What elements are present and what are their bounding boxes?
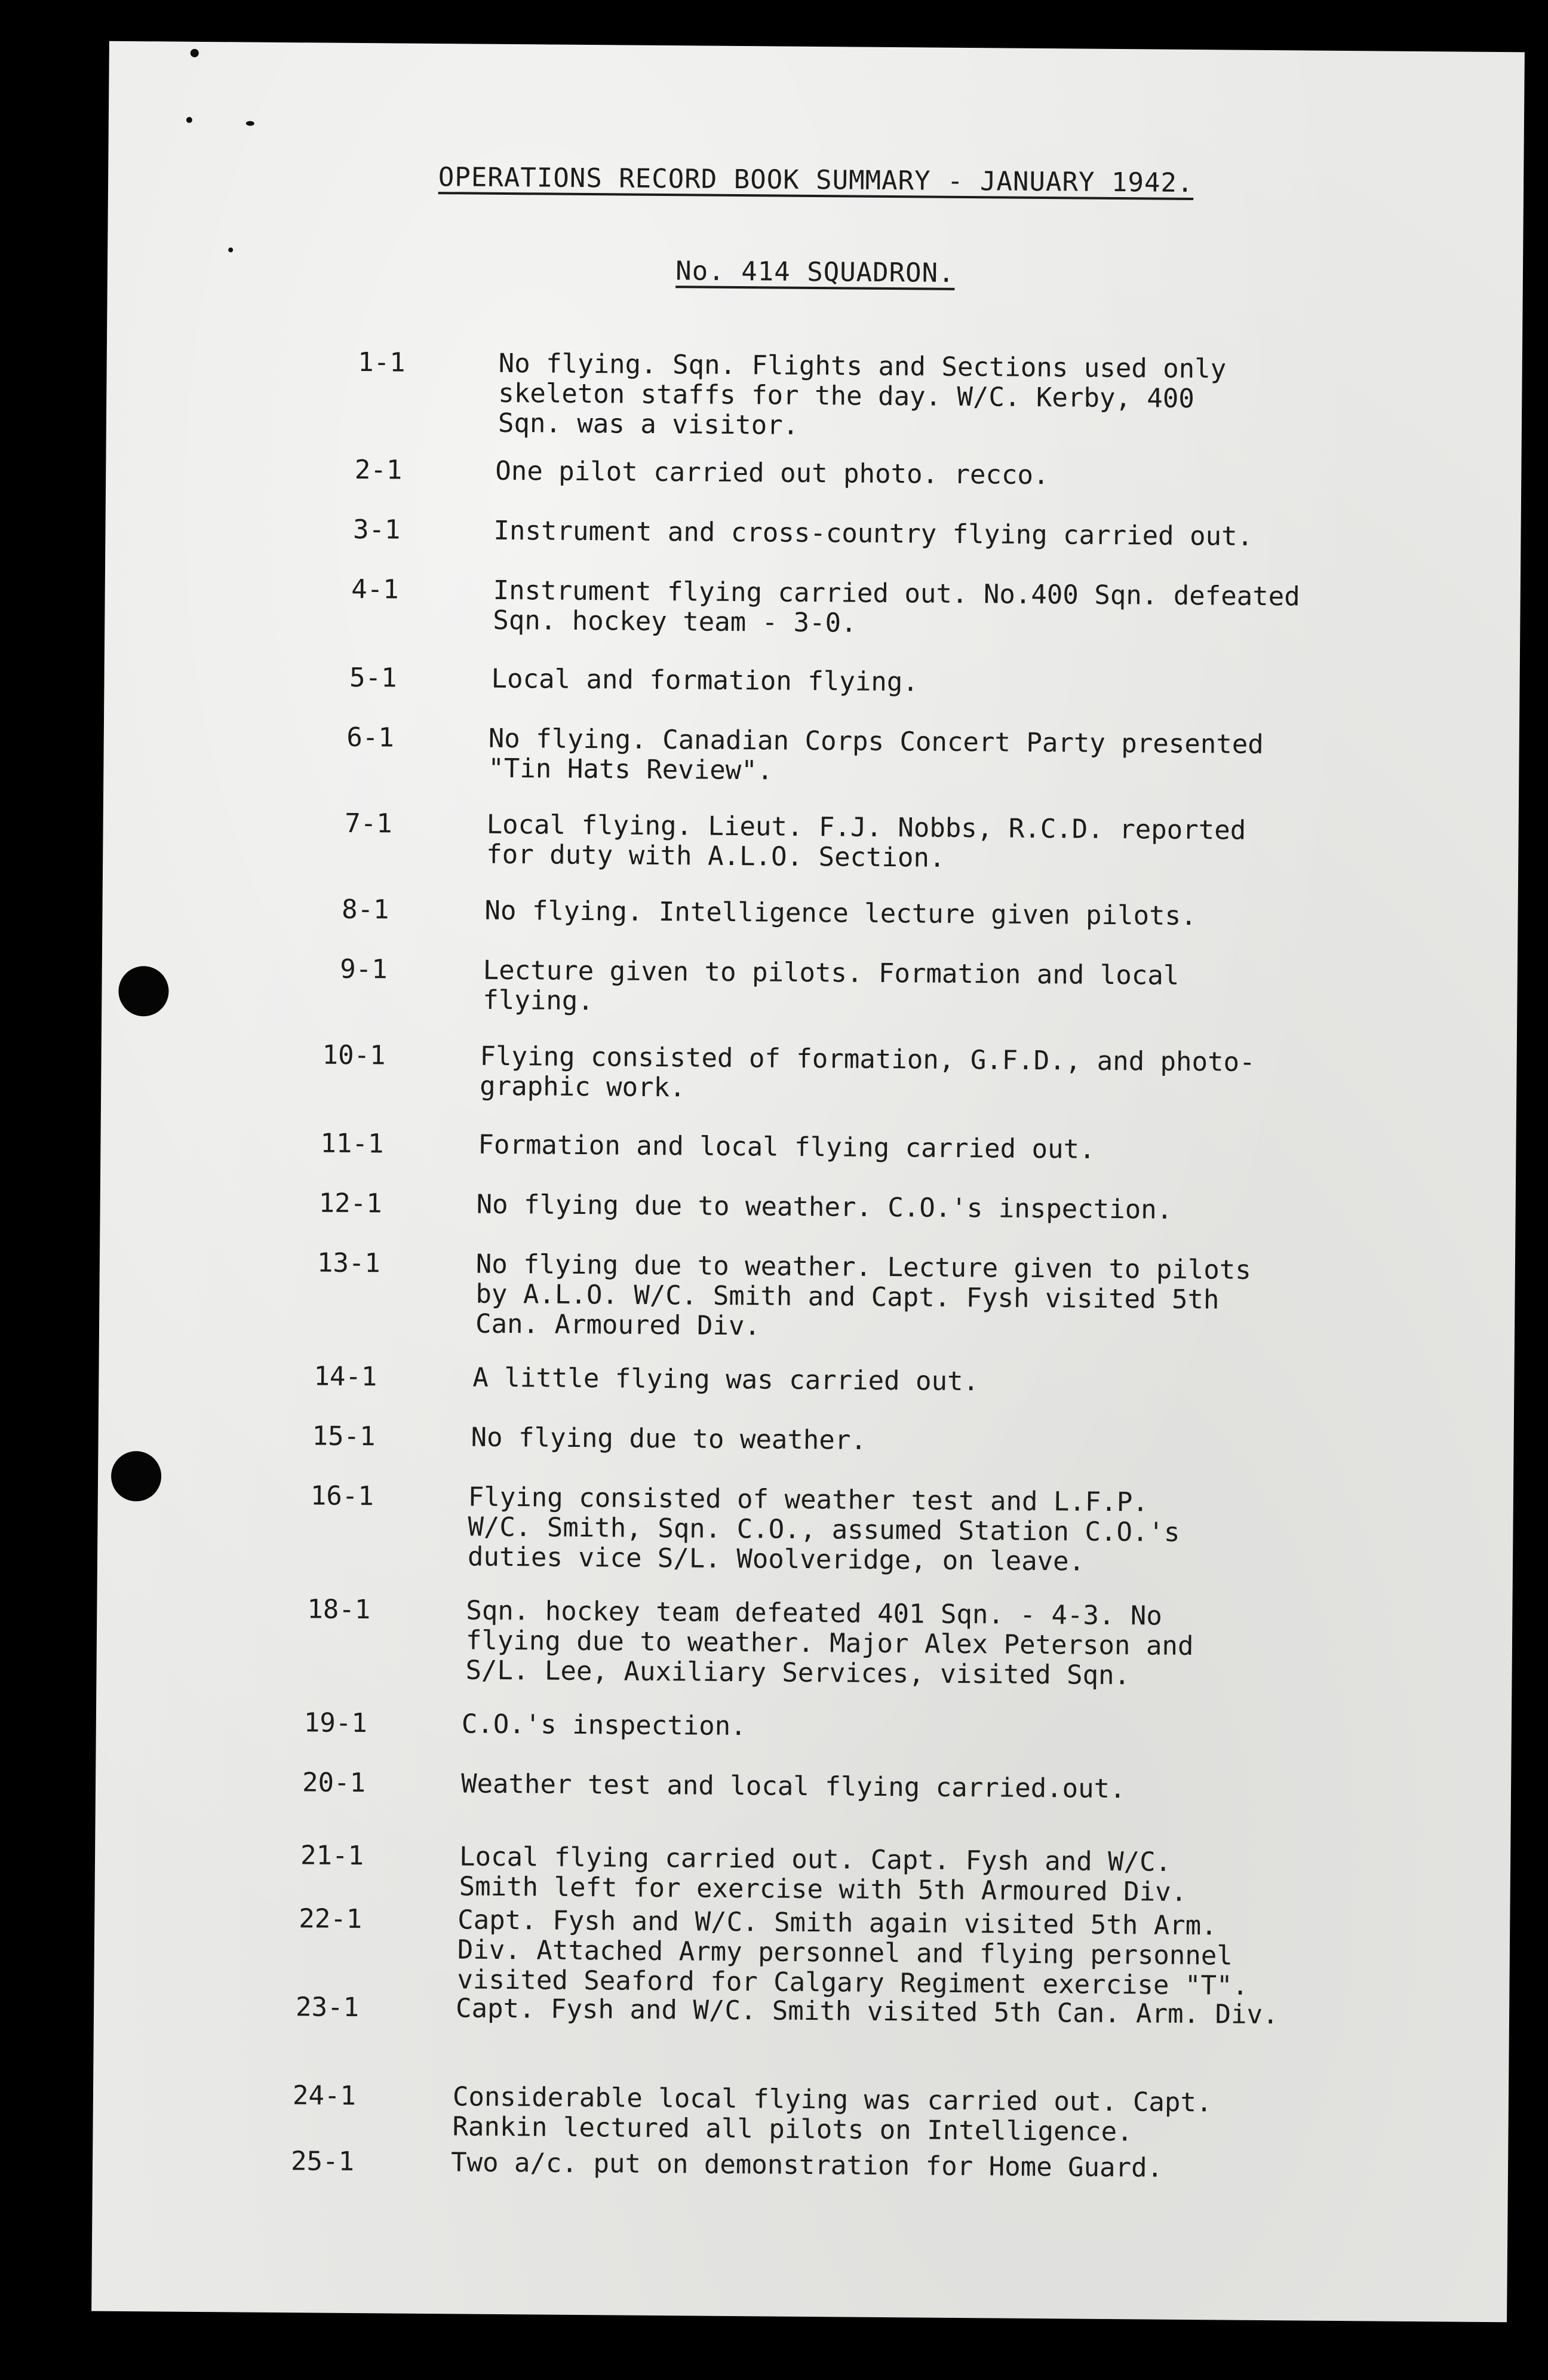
entry-row bbox=[93, 2080, 1509, 2148]
entry-row bbox=[99, 1420, 1514, 1456]
entry-text: Formation and local flying carried out. bbox=[478, 1129, 1095, 1165]
document-page bbox=[91, 41, 1525, 2322]
entry-text: A little flying was carried out. bbox=[472, 1362, 979, 1397]
entry-row bbox=[98, 1480, 1513, 1577]
entry-row bbox=[105, 661, 1520, 698]
entry-text: No flying. Sqn. Flights and Sections used only skeleton staffs for the day. W/C. Kerby, 400 Sqn. was a visitor. bbox=[497, 348, 1227, 441]
entry-date: 18-1 bbox=[307, 1594, 371, 1625]
page-subtitle: No. 414 SQUADRON. bbox=[675, 256, 955, 289]
entry-row bbox=[103, 807, 1519, 873]
entry-row bbox=[107, 346, 1522, 441]
entry-date: 3-1 bbox=[352, 514, 401, 545]
entry-text: Instrument flying carried out. No.400 Sqn. defeated Sqn. hockey team - 3-0. bbox=[493, 575, 1300, 639]
entry-date: 19-1 bbox=[303, 1707, 368, 1739]
entry-row bbox=[105, 573, 1521, 639]
entry-row bbox=[99, 1360, 1515, 1397]
entry-date: 10-1 bbox=[322, 1039, 386, 1071]
entry-date: 12-1 bbox=[318, 1188, 382, 1219]
entry-row bbox=[95, 1839, 1510, 1908]
entry-row bbox=[96, 1766, 1511, 1805]
entry-date: 1-1 bbox=[358, 347, 406, 378]
entry-row bbox=[101, 1127, 1516, 1165]
entry-date: 15-1 bbox=[312, 1421, 376, 1452]
entry-list bbox=[91, 41, 1525, 2322]
entry-date: 16-1 bbox=[310, 1480, 374, 1512]
entry-text: No flying due to weather. Lecture given to pilots by A.L.O. W/C. Smith and Capt. Fysh visited 5th Can. Armoured Div. bbox=[475, 1249, 1252, 1342]
entry-text: Sqn. hockey team defeated 401 Sqn. - 4-3. No flying due to weather. Major Alex Peterson and S/L. Lee, Auxiliary Services, visited Sqn. bbox=[465, 1595, 1194, 1691]
entry-text: Considerable local flying was carried out. Capt. Rankin lectured all pilots on Intelligence. bbox=[452, 2081, 1212, 2148]
entry-date: 9-1 bbox=[340, 953, 388, 985]
entry-date: 2-1 bbox=[354, 455, 403, 486]
entry-date: 8-1 bbox=[341, 894, 389, 925]
entry-date: 13-1 bbox=[317, 1247, 381, 1279]
entry-text: Capt. Fysh and W/C. Smith again visited 5th Arm. Div. Attached Army personnel and flying personnel visited Seaford for Calgary Regiment exercise "T". bbox=[457, 1904, 1249, 2001]
entry-row bbox=[103, 893, 1518, 932]
entry-text: Flying consisted of formation, G.F.D., and photo- graphic work. bbox=[480, 1041, 1255, 1103]
entry-text: Capt. Fysh and W/C. Smith visited 5th Can. Arm. Div. bbox=[455, 1993, 1279, 2031]
entry-text: No flying due to weather. bbox=[471, 1422, 867, 1456]
entry-text: C.O.'s inspection. bbox=[461, 1709, 747, 1742]
entry-date: 22-1 bbox=[299, 1903, 363, 1935]
entry-row bbox=[100, 1187, 1516, 1225]
entry-date: 7-1 bbox=[345, 808, 392, 839]
entry-date: 11-1 bbox=[320, 1128, 384, 1160]
entry-date: 5-1 bbox=[349, 662, 397, 694]
entry-row bbox=[100, 1247, 1515, 1342]
entry-text: No flying. Canadian Corps Concert Party presented "Tin Hats Review". bbox=[488, 723, 1264, 786]
entry-row bbox=[96, 1707, 1512, 1742]
page-title: OPERATIONS RECORD BOOK SUMMARY - JANUARY 1942. bbox=[438, 162, 1194, 199]
entry-row bbox=[102, 1039, 1517, 1103]
entry-date: 21-1 bbox=[300, 1840, 364, 1872]
entry-date: 14-1 bbox=[314, 1361, 377, 1393]
entry-text: Two a/c. put on demonstration for Home Guard. bbox=[450, 2147, 1163, 2183]
entry-date: 23-1 bbox=[295, 1992, 360, 2023]
entry-text: One pilot carried out photo. recco. bbox=[495, 455, 1049, 491]
entry-date: 4-1 bbox=[351, 573, 399, 605]
entry-text: Local and formation flying. bbox=[491, 663, 919, 698]
entry-date: 24-1 bbox=[292, 2080, 357, 2112]
entry-text: Flying consisted of weather test and L.F.P. W/C. Smith, Sqn. C.O., assumed Station C.O.'s duties vice S/L. Woolveridge, on leave. bbox=[467, 1482, 1180, 1577]
entry-text: Local flying carried out. Capt. Fysh and W/C. Smith left for exercise with 5th Armoured Div. bbox=[459, 1841, 1187, 1908]
entry-date: 25-1 bbox=[290, 2146, 355, 2177]
entry-row bbox=[104, 721, 1519, 786]
entry-date: 20-1 bbox=[302, 1767, 366, 1799]
entry-text: No flying due to weather. C.O.'s inspection. bbox=[476, 1189, 1173, 1225]
entry-row bbox=[102, 953, 1518, 1017]
entry-text: Instrument and cross-country flying carried out. bbox=[493, 515, 1254, 552]
entry-row bbox=[106, 453, 1522, 491]
entry-text: Lecture given to pilots. Formation and local flying. bbox=[483, 955, 1180, 1017]
entry-row bbox=[106, 513, 1521, 552]
entry-text: No flying. Intelligence lecture given pilots. bbox=[484, 895, 1197, 932]
entry-date: 6-1 bbox=[346, 722, 395, 753]
entry-text: Weather test and local flying carried.out. bbox=[460, 1768, 1126, 1805]
entry-row bbox=[97, 1593, 1513, 1691]
entry-text: Local flying. Lieut. F.J. Nobbs, R.C.D. reported for duty with A.L.O. Section. bbox=[486, 809, 1246, 873]
